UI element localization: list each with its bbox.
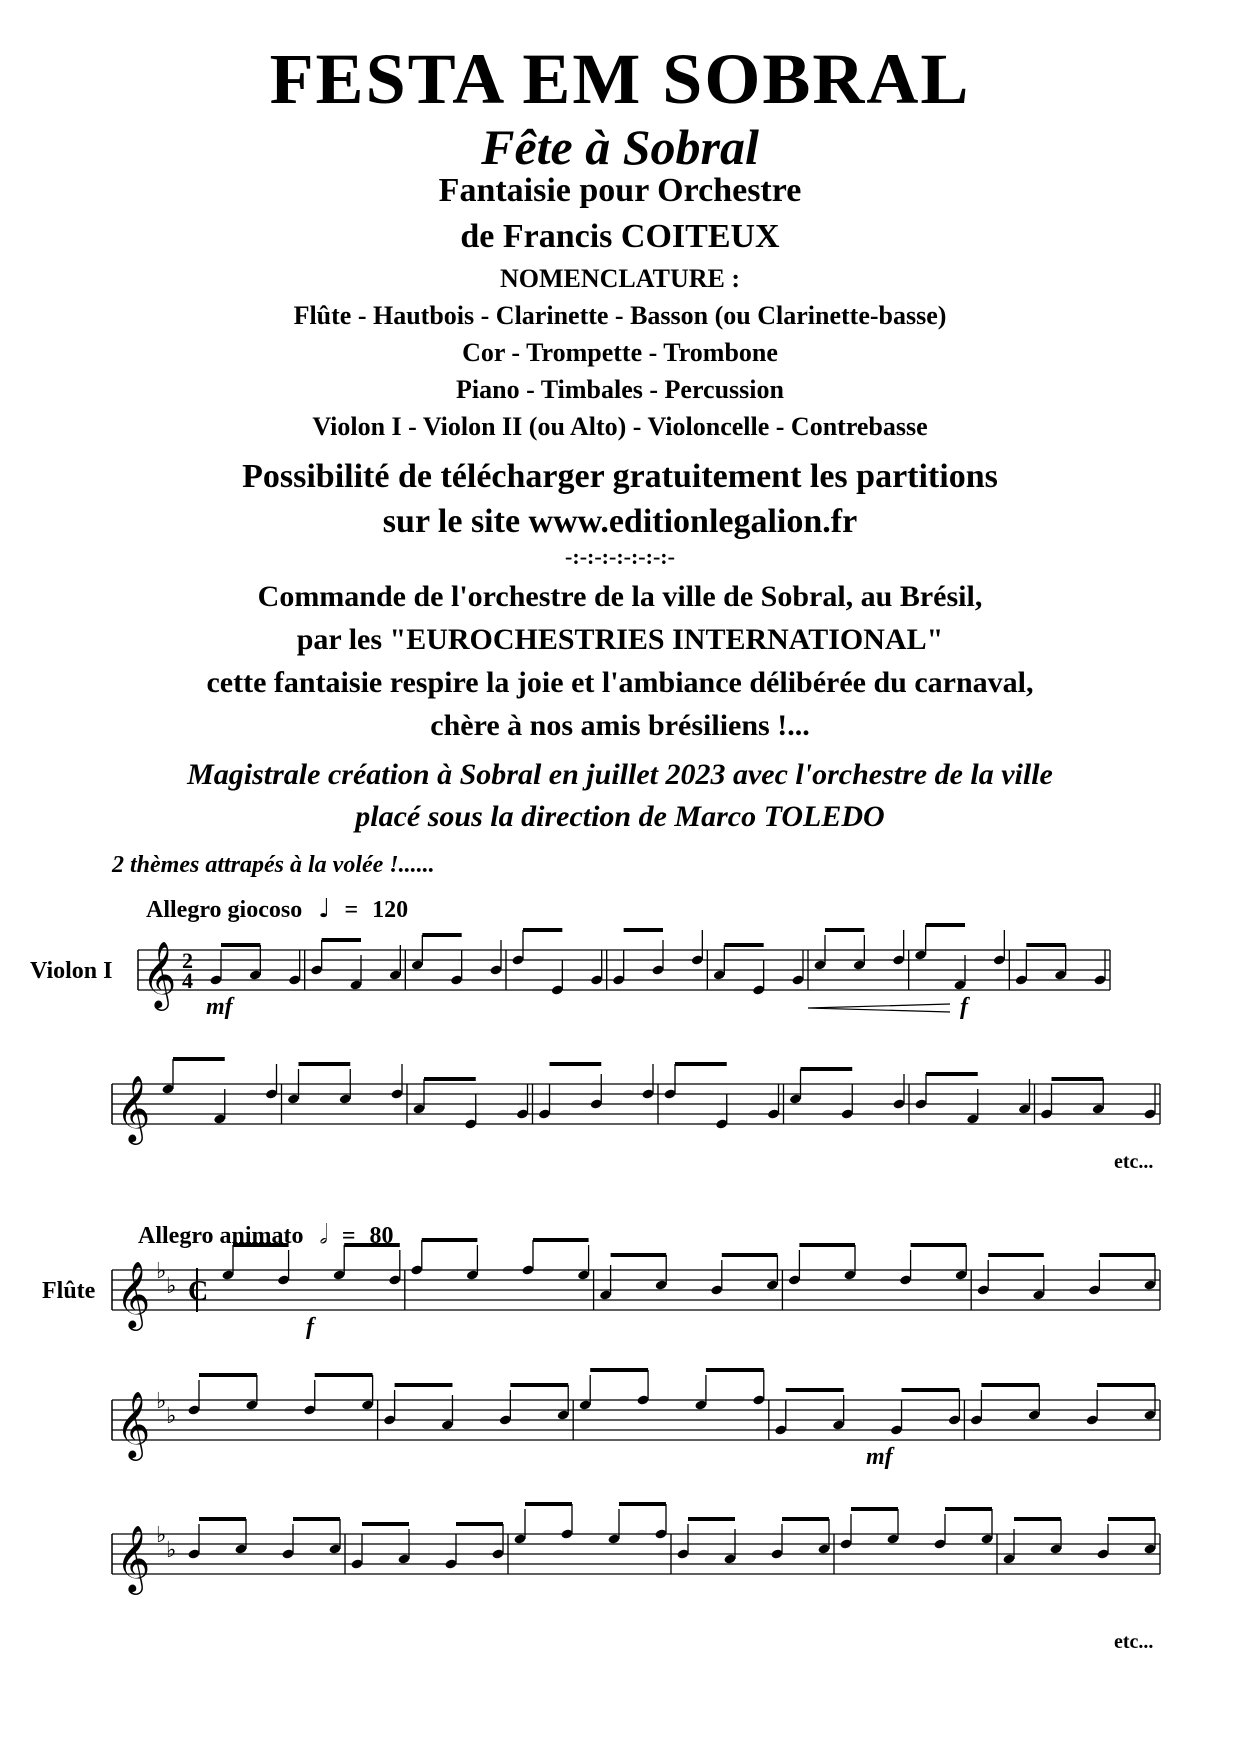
creation-line-1: Magistrale création à Sobral en juillet 2023 avec l'orchestre de la ville <box>187 758 1053 791</box>
half-note-icon: ♩ <box>318 894 331 924</box>
commission-line-1: Commande de l'orchestre de la ville de Sobral, au Brésil, <box>257 580 983 613</box>
nomenclature-line-woodwinds: Flûte - Hautbois - Clarinette - Basson (ou Clarinette-basse) <box>293 301 947 330</box>
tempo-text: Allegro giocoso <box>146 897 303 923</box>
tempo-text: Allegro animato <box>138 1223 304 1249</box>
themes-caption: 2 thèmes attrapés à la volée !...... <box>112 852 435 878</box>
nomenclature-heading: NOMENCLATURE : <box>499 264 741 293</box>
violin-staff-system-1 <box>0 940 1240 1020</box>
work-description: Fantaisie pour Orchestre <box>438 172 802 209</box>
equals-sign: = <box>344 897 359 923</box>
dynamic-marking: f <box>960 994 968 1020</box>
instrument-label-violin: Violon I <box>30 958 113 984</box>
flat-icon: ♭ <box>166 1403 177 1428</box>
commission-line-4: chère à nos amis brésiliens !... <box>430 709 810 742</box>
half-note-icon: 𝅗𝅥 <box>319 1220 328 1250</box>
tempo-marking-1 <box>146 894 408 924</box>
separator: -:-:-:-:-:-:-:- <box>565 544 675 569</box>
flat-icon: ♭ <box>156 1258 167 1283</box>
treble-clef-icon: 𝄞 <box>142 942 177 1007</box>
treble-clef-icon: 𝄞 <box>116 1262 151 1327</box>
subtitle: Fête à Sobral <box>481 119 759 175</box>
flat-icon: ♭ <box>156 1522 167 1547</box>
flute-staff-system-2 <box>0 1388 1240 1470</box>
title: FESTA EM SOBRAL <box>269 39 971 119</box>
tempo-value: 80 <box>369 1223 394 1249</box>
etc-marker-1: etc... <box>1114 1151 1154 1173</box>
flat-icon: ♭ <box>166 1537 177 1562</box>
time-signature-bottom: 4 <box>182 968 193 993</box>
flute-staff-system-1 <box>0 1258 1240 1340</box>
creation-line-2: placé sous la direction de Marco TOLEDO <box>355 800 885 833</box>
crescendo-hairpin <box>808 1004 950 1012</box>
treble-clef-icon: 𝄞 <box>116 1076 151 1141</box>
flat-icon: ♭ <box>156 1388 167 1413</box>
nomenclature-line-percussion: Piano - Timbales - Percussion <box>456 375 784 404</box>
tempo-value: 120 <box>372 897 409 923</box>
etc-marker-2: etc... <box>1114 1631 1154 1653</box>
nomenclature-line-strings: Violon I - Violon II (ou Alto) - Violoncelle - Contrebasse <box>312 412 928 441</box>
time-signature-top: 2 <box>182 948 193 973</box>
commission-line-3: cette fantaisie respire la joie et l'ambiance délibérée du carnaval, <box>206 666 1034 699</box>
cut-time-icon: C <box>188 1276 209 1307</box>
equals-sign: = <box>341 1223 356 1249</box>
flute-staff-system-3 <box>0 1524 1240 1594</box>
dynamic-marking: mf <box>206 994 233 1020</box>
download-website: sur le site www.editionlegalion.fr <box>382 503 858 540</box>
violin-staff-system-2 <box>0 1074 1240 1144</box>
flat-icon: ♭ <box>166 1273 177 1298</box>
nomenclature-line-brass: Cor - Trompette - Trombone <box>462 338 778 367</box>
dynamic-marking: f <box>306 1314 314 1340</box>
instrument-label-flute: Flûte <box>42 1278 96 1304</box>
commission-line-2: par les "EUROCHESTRIES INTERNATIONAL" <box>296 623 944 656</box>
dynamic-marking: mf <box>866 1444 893 1470</box>
treble-clef-icon: 𝄞 <box>116 1392 151 1457</box>
treble-clef-icon: 𝄞 <box>116 1526 151 1591</box>
composer-line: de Francis COITEUX <box>460 218 780 255</box>
download-notice: Possibilité de télécharger gratuitement les partitions <box>242 458 998 495</box>
